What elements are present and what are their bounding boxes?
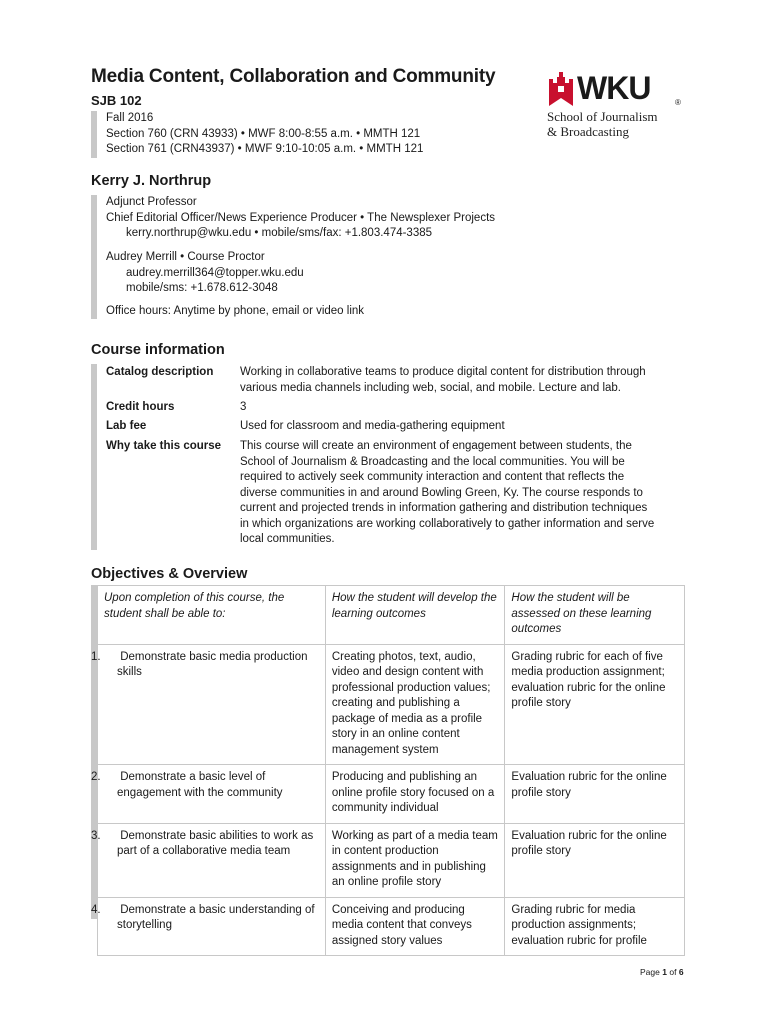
document-title: Media Content, Collaboration and Community: [91, 66, 496, 87]
objectives-table: [91, 585, 685, 956]
objective-number: 3.: [91, 829, 101, 842]
term-block: [106, 111, 423, 158]
course-info-heading: Course information: [91, 342, 225, 358]
objective-text: Demonstrate basic media production skills: [117, 650, 308, 678]
assess-cell: Evaluation rubric for the online profile story: [505, 765, 685, 824]
why-line: required to actively seek community interaction and content that reflects the: [240, 471, 625, 483]
assess-cell: Grading rubric for media production assignments; evaluation rubric for profile: [505, 897, 685, 956]
instructor-contact: kerry.northrup@wku.edu • mobile/sms/fax: +1.803.474-3385: [126, 227, 433, 239]
wku-logo: [547, 70, 687, 146]
table-header-row: [98, 586, 685, 645]
column-header-objective: Upon completion of this course, the student shall be able to:: [98, 586, 326, 645]
course-info-bar: [91, 364, 97, 550]
section-760: Section 760 (CRN 43933) • MWF 8:00-8:55 a.m. • MMTH 121: [106, 127, 421, 140]
table-row: [98, 823, 685, 897]
objective-number: 2.: [91, 771, 101, 783]
column-header-develop: How the student will develop the learning outcomes: [325, 586, 505, 645]
logo-school-name: [547, 109, 658, 139]
instructor-block: [106, 195, 495, 242]
proctor-block: [106, 250, 304, 297]
instructor-name: Kerry J. Northrup: [91, 173, 212, 189]
catalog-description-label: Catalog description: [106, 366, 214, 378]
why-take-label: Why take this course: [106, 440, 222, 452]
why-line: School of Journalism & Broadcasting and the local communities. You will be: [240, 455, 625, 468]
term-bar: [91, 111, 97, 158]
objective-number: 4.: [91, 903, 101, 916]
instructor-role: Chief Editorial Officer/News Experience Producer • The Newsplexer Projects: [106, 211, 496, 224]
proctor-name: Audrey Merrill • Course Proctor: [106, 251, 265, 263]
objectives-heading: Objectives & Overview: [91, 566, 248, 582]
instructor-title: Adjunct Professor: [106, 196, 197, 208]
objective-text: Demonstrate a basic understanding of storytelling: [117, 903, 315, 931]
why-line: local communities.: [240, 533, 335, 545]
develop-cell: Producing and publishing an online profile story focused on a community individual: [325, 765, 505, 824]
table-row: [98, 897, 685, 956]
why-take-value: [240, 439, 680, 548]
assess-cell: Evaluation rubric for the online profile story: [505, 823, 685, 897]
catalog-description-value: [240, 365, 680, 396]
why-line: current and projected trends in information gathering and distribution techniques: [240, 502, 648, 514]
logo-line-1: School of Journalism: [547, 109, 658, 124]
objective-number: 1.: [91, 650, 101, 663]
proctor-email: audrey.merrill364@topper.wku.edu: [126, 266, 304, 279]
credit-hours-label: Credit hours: [106, 401, 175, 413]
logo-line-2: & Broadcasting: [547, 124, 629, 139]
course-code: SJB 102: [91, 93, 142, 108]
objective-text: Demonstrate basic abilities to work as part of a collaborative media team: [117, 829, 314, 857]
lab-fee-label: Lab fee: [106, 420, 147, 432]
lab-fee-value: Used for classroom and media-gathering equipment: [240, 420, 505, 432]
objective-cell: [91, 897, 326, 956]
catalog-line: various media channels including web, social, and mobile. Lecture and lab.: [240, 381, 622, 394]
total-pages: 6: [678, 967, 684, 977]
catalog-line: Working in collaborative teams to produce digital content for distribution through: [240, 366, 646, 378]
objective-cell: [91, 765, 326, 824]
instructor-bar: [91, 195, 97, 319]
column-header-assess: How the student will be assessed on these learning outcomes: [505, 586, 685, 645]
develop-cell: Conceiving and producing media content that conveys assigned story values: [325, 897, 505, 956]
page-prefix: Page: [640, 967, 660, 977]
cupola-red-towel-icon: [547, 72, 575, 106]
why-line: diverse communities in and around Bowling Green, Ky. The course responds to: [240, 486, 643, 499]
office-hours: Office hours: Anytime by phone, email or video link: [106, 305, 365, 317]
objective-text: Demonstrate a basic level of engagement with the community: [117, 771, 283, 799]
why-line: in which organizations are working collaboratively to gather information and serve: [240, 517, 655, 530]
table-row: [98, 644, 685, 765]
page-of: of: [669, 967, 677, 977]
section-761: Section 761 (CRN43937) • MWF 9:10-10:05 a.m. • MMTH 121: [106, 143, 424, 155]
logo-wordmark: WKU: [577, 70, 651, 106]
develop-cell: Creating photos, text, audio, video and design content with professional production values; creating and publishing a package of media as a profile story in an online content management system: [325, 644, 505, 765]
why-line: This course will create an environment of engagement between students, the: [240, 440, 632, 452]
registered-mark: ®: [675, 98, 681, 107]
assess-cell: Grading rubric for each of five media production assignment; evaluation rubric for the online profile story: [505, 644, 685, 765]
proctor-phone: mobile/sms: +1.678.612-3048: [126, 282, 278, 294]
table-row: [98, 765, 685, 824]
term: Fall 2016: [106, 112, 154, 124]
objective-cell: [91, 823, 326, 897]
current-page: 1: [662, 967, 667, 977]
develop-cell: Working as part of a media team in content production assignments and in publishing an online profile story: [325, 823, 505, 897]
page-number: [640, 967, 684, 977]
credit-hours-value: 3: [240, 401, 247, 413]
objective-cell: [91, 644, 326, 765]
